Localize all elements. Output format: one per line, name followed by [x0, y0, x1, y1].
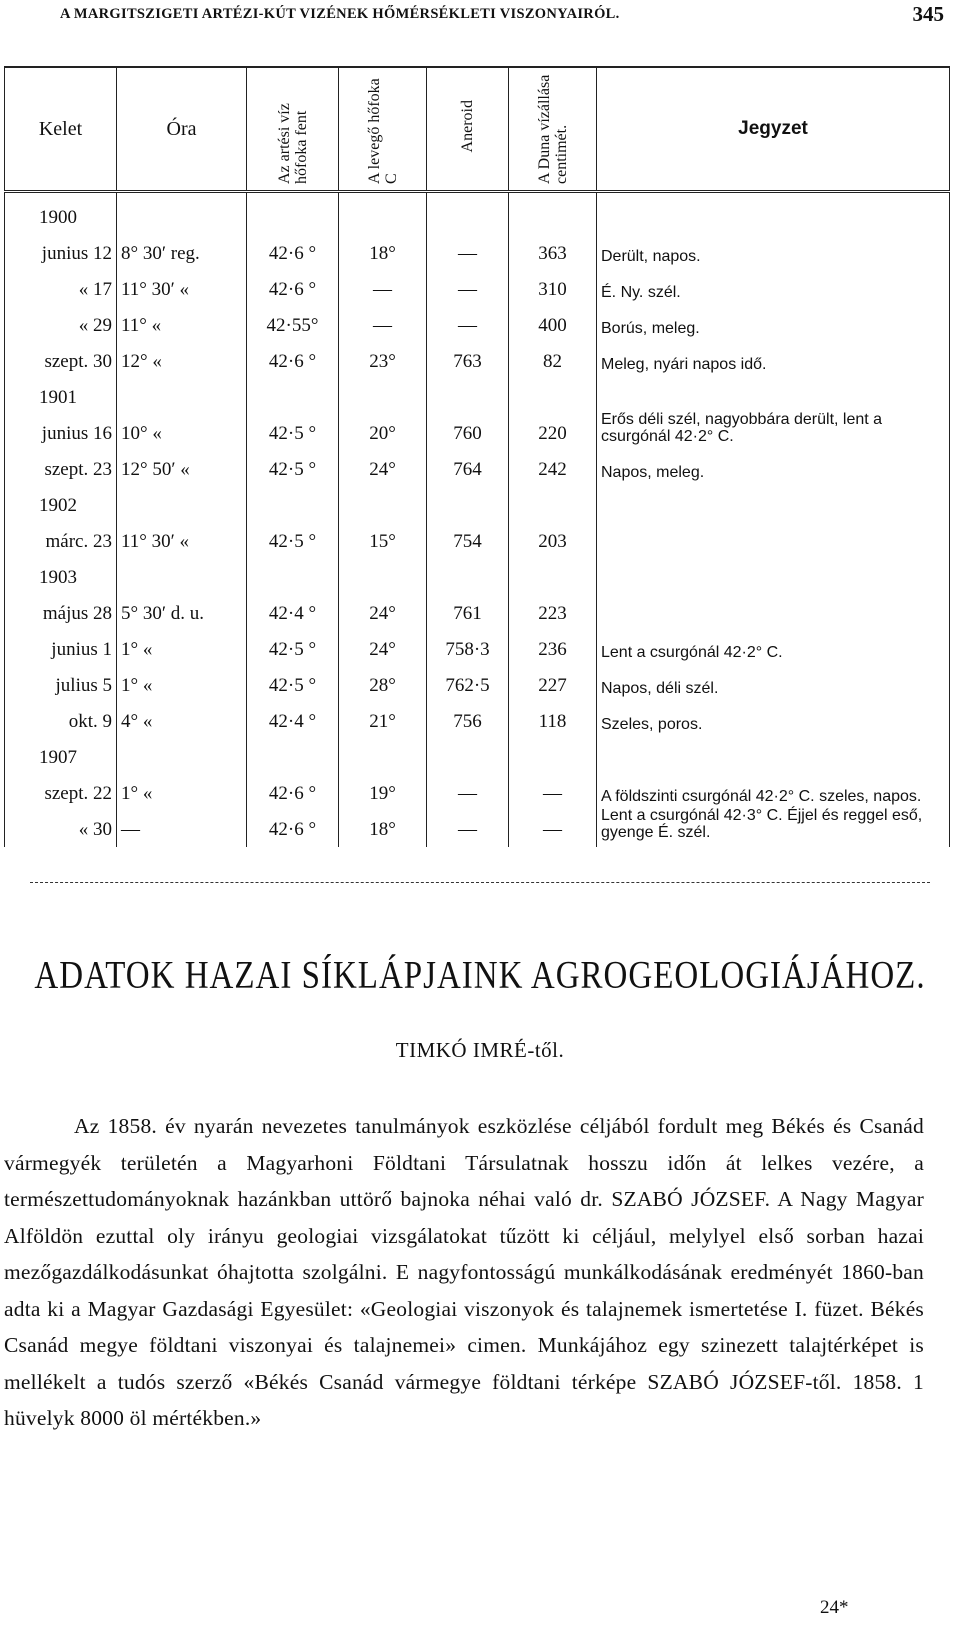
- year-label: 1902: [39, 495, 77, 516]
- year-cell: [5, 481, 117, 517]
- empty-cell: [117, 192, 247, 230]
- empty-cell: [509, 553, 597, 589]
- empty-cell: [597, 192, 950, 230]
- empty-cell: [339, 553, 427, 589]
- cell-date: szept. 30: [5, 337, 117, 373]
- cell-aneroid: —: [427, 265, 509, 301]
- body-paragraph: Az 1858. év nyarán nevezetes tanulmányok eszközlése céljából fordult meg Békés és Csanád vármegyék területén a Magyarhoni Földtani Társulatnak hosszu időn át lelkes vezére, a természettudományoknak hazánkban uttörő bajnoka néhai való dr. SZABÓ JÓZSEF. A Nagy Magyar Alföldön ezuttal oly irányu geologiai vizsgálatokat tűzött ki céljául, melylyel első sorban hazai mezőgazdálkodásunkat óhajtotta szolgálni. E nagyfontosságú munkálkodásának eredményét 1860-ban adta ki a Magyar Gazdasági Egyesület: «Geologiai viszonyok és talajnemek ismertetése I. füzet. Békés Csanád megye földtani viszonyai és talajnemei» cimen. Munkájához egy szinezett talajtérképet is mellékelt a tudós szerző «Békés Csanád vármegye földtani térképe SZABÓ JÓZSEF-től. 1858. 1 hüvelyk 8000 öl mértékben.»: [4, 1114, 924, 1430]
- cell-air: 18°: [339, 229, 427, 265]
- cell-note: Napos, meleg.: [597, 445, 950, 481]
- year-row: [5, 373, 950, 409]
- cell-note: Lent a csurgónál 42·3° C. Éjjel és reggel eső, gyenge É. szél.: [597, 805, 950, 847]
- cell-aneroid: —: [427, 769, 509, 805]
- empty-cell: [597, 733, 950, 769]
- table-row: [5, 517, 950, 553]
- cell-date: julius 5: [5, 661, 117, 697]
- cell-note: A földszinti csurgónál 42·2° C. szeles, napos.: [597, 769, 950, 805]
- cell-date: junius 12: [5, 229, 117, 265]
- article-body: [4, 1108, 924, 1437]
- col-header-date: Kelet: [5, 67, 117, 192]
- table-row: [5, 661, 950, 697]
- cell-aneroid: 754: [427, 517, 509, 553]
- cell-danube: —: [509, 805, 597, 847]
- empty-cell: [509, 481, 597, 517]
- cell-air: —: [339, 301, 427, 337]
- empty-cell: [509, 733, 597, 769]
- empty-cell: [597, 373, 950, 409]
- empty-cell: [427, 481, 509, 517]
- cell-water: 42·55°: [247, 301, 339, 337]
- table-row: [5, 445, 950, 481]
- cell-water: 42·5 °: [247, 445, 339, 481]
- year-label: 1907: [39, 747, 77, 768]
- cell-note: Borús, meleg.: [597, 301, 950, 337]
- empty-cell: [427, 733, 509, 769]
- cell-hour: 4° «: [117, 697, 247, 733]
- empty-cell: [339, 733, 427, 769]
- cell-note: É. Ny. szél.: [597, 265, 950, 301]
- cell-aneroid: 760: [427, 409, 509, 445]
- cell-date: « 17: [5, 265, 117, 301]
- cell-water: 42·6 °: [247, 229, 339, 265]
- empty-cell: [339, 373, 427, 409]
- table-row: [5, 301, 950, 337]
- cell-hour: 10° «: [117, 409, 247, 445]
- cell-date: május 28: [5, 589, 117, 625]
- cell-aneroid: 756: [427, 697, 509, 733]
- cell-air: 21°: [339, 697, 427, 733]
- cell-note: Erős déli szél, nagyobbára derült, lent a csurgónál 42·2° C.: [597, 409, 950, 445]
- table-row: [5, 409, 950, 445]
- cell-hour: 11° «: [117, 301, 247, 337]
- cell-hour: 5° 30′ d. u.: [117, 589, 247, 625]
- col-header-hour: Óra: [117, 67, 247, 192]
- empty-cell: [597, 481, 950, 517]
- col-header-danube: A Duna vízállása centimét.: [509, 67, 597, 192]
- cell-note: Szeles, poros.: [597, 697, 950, 733]
- cell-aneroid: —: [427, 301, 509, 337]
- cell-hour: 12° «: [117, 337, 247, 373]
- year-label: 1903: [39, 567, 77, 588]
- year-cell: [5, 553, 117, 589]
- col-header-water-temp: Az artési víz hőfoka fent: [247, 67, 339, 192]
- year-row: [5, 553, 950, 589]
- cell-date: szept. 23: [5, 445, 117, 481]
- cell-water: 42·6 °: [247, 265, 339, 301]
- cell-danube: 242: [509, 445, 597, 481]
- cell-hour: 1° «: [117, 661, 247, 697]
- cell-danube: 363: [509, 229, 597, 265]
- table-row: [5, 337, 950, 373]
- cell-danube: 203: [509, 517, 597, 553]
- empty-cell: [247, 192, 339, 230]
- col-header-note: Jegyzet: [597, 67, 950, 192]
- col-header-aneroid: Aneroid: [427, 67, 509, 192]
- cell-air: 20°: [339, 409, 427, 445]
- cell-water: 42·4 °: [247, 697, 339, 733]
- cell-note: Napos, déli szél.: [597, 661, 950, 697]
- year-cell: [5, 192, 117, 230]
- table-header-row: [5, 67, 950, 192]
- cell-note: Lent a csurgónál 42·2° C.: [597, 625, 950, 661]
- cell-water: 42·5 °: [247, 625, 339, 661]
- cell-date: « 29: [5, 301, 117, 337]
- cell-danube: —: [509, 769, 597, 805]
- table-row: [5, 229, 950, 265]
- signature-mark: 24*: [820, 1597, 849, 1618]
- empty-cell: [117, 553, 247, 589]
- observation-table: [4, 66, 950, 847]
- year-label: 1901: [39, 387, 77, 408]
- cell-hour: 12° 50′ «: [117, 445, 247, 481]
- cell-aneroid: 762·5: [427, 661, 509, 697]
- empty-cell: [117, 733, 247, 769]
- empty-cell: [427, 192, 509, 230]
- cell-aneroid: 764: [427, 445, 509, 481]
- empty-cell: [339, 192, 427, 230]
- cell-note: Meleg, nyári napos idő.: [597, 337, 950, 373]
- cell-water: 42·5 °: [247, 661, 339, 697]
- table-row: [5, 589, 950, 625]
- cell-date: junius 1: [5, 625, 117, 661]
- empty-cell: [247, 373, 339, 409]
- empty-cell: [509, 192, 597, 230]
- cell-air: 15°: [339, 517, 427, 553]
- cell-air: 23°: [339, 337, 427, 373]
- year-row: [5, 192, 950, 230]
- empty-cell: [597, 553, 950, 589]
- col-header-air-temp: A levegő hőfoka C: [339, 67, 427, 192]
- cell-danube: 400: [509, 301, 597, 337]
- cell-note: [597, 517, 950, 553]
- cell-water: 42·6 °: [247, 337, 339, 373]
- cell-hour: 1° «: [117, 625, 247, 661]
- cell-date: okt. 9: [5, 697, 117, 733]
- year-cell: [5, 733, 117, 769]
- year-label: 1900: [39, 207, 77, 228]
- empty-cell: [117, 481, 247, 517]
- cell-date: junius 16: [5, 409, 117, 445]
- cell-aneroid: 758·3: [427, 625, 509, 661]
- cell-water: 42·5 °: [247, 517, 339, 553]
- cell-air: 24°: [339, 625, 427, 661]
- empty-cell: [117, 373, 247, 409]
- cell-note: Derült, napos.: [597, 229, 950, 265]
- article-author: TIMKÓ IMRÉ-től.: [395, 1038, 565, 1062]
- cell-danube: 220: [509, 409, 597, 445]
- cell-hour: 11° 30′ «: [117, 517, 247, 553]
- cell-air: 19°: [339, 769, 427, 805]
- cell-danube: 118: [509, 697, 597, 733]
- running-head: A MARGITSZIGETI ARTÉZI-KÚT VIZÉNEK HŐMÉRSÉKLETI VISZONYAIRÓL.: [60, 6, 620, 22]
- cell-water: 42·6 °: [247, 769, 339, 805]
- section-divider: [30, 882, 930, 883]
- cell-air: —: [339, 265, 427, 301]
- table-row: [5, 805, 950, 847]
- empty-cell: [247, 481, 339, 517]
- cell-air: 24°: [339, 589, 427, 625]
- cell-aneroid: 763: [427, 337, 509, 373]
- empty-cell: [247, 733, 339, 769]
- cell-danube: 236: [509, 625, 597, 661]
- empty-cell: [427, 553, 509, 589]
- cell-water: 42·5 °: [247, 409, 339, 445]
- empty-cell: [247, 553, 339, 589]
- cell-danube: 223: [509, 589, 597, 625]
- page-number: 345: [912, 2, 944, 26]
- empty-cell: [339, 481, 427, 517]
- year-cell: [5, 373, 117, 409]
- cell-hour: 11° 30′ «: [117, 265, 247, 301]
- cell-water: 42·6 °: [247, 805, 339, 847]
- table-row: [5, 265, 950, 301]
- table-row: [5, 697, 950, 733]
- empty-cell: [509, 373, 597, 409]
- cell-hour: —: [117, 805, 247, 847]
- table-row: [5, 625, 950, 661]
- year-row: [5, 733, 950, 769]
- cell-danube: 227: [509, 661, 597, 697]
- cell-aneroid: —: [427, 805, 509, 847]
- article-title: ADATOK HAZAI SÍKLÁPJAINK AGROGEOLOGIÁJÁHOZ.: [34, 954, 926, 998]
- cell-danube: 310: [509, 265, 597, 301]
- cell-water: 42·4 °: [247, 589, 339, 625]
- cell-date: szept. 22: [5, 769, 117, 805]
- cell-date: « 30: [5, 805, 117, 847]
- year-row: [5, 481, 950, 517]
- table-row: [5, 769, 950, 805]
- cell-air: 24°: [339, 445, 427, 481]
- cell-date: márc. 23: [5, 517, 117, 553]
- cell-note: [597, 589, 950, 625]
- cell-aneroid: 761: [427, 589, 509, 625]
- cell-air: 18°: [339, 805, 427, 847]
- cell-danube: 82: [509, 337, 597, 373]
- cell-air: 28°: [339, 661, 427, 697]
- cell-hour: 8° 30′ reg.: [117, 229, 247, 265]
- empty-cell: [427, 373, 509, 409]
- cell-hour: 1° «: [117, 769, 247, 805]
- cell-aneroid: —: [427, 229, 509, 265]
